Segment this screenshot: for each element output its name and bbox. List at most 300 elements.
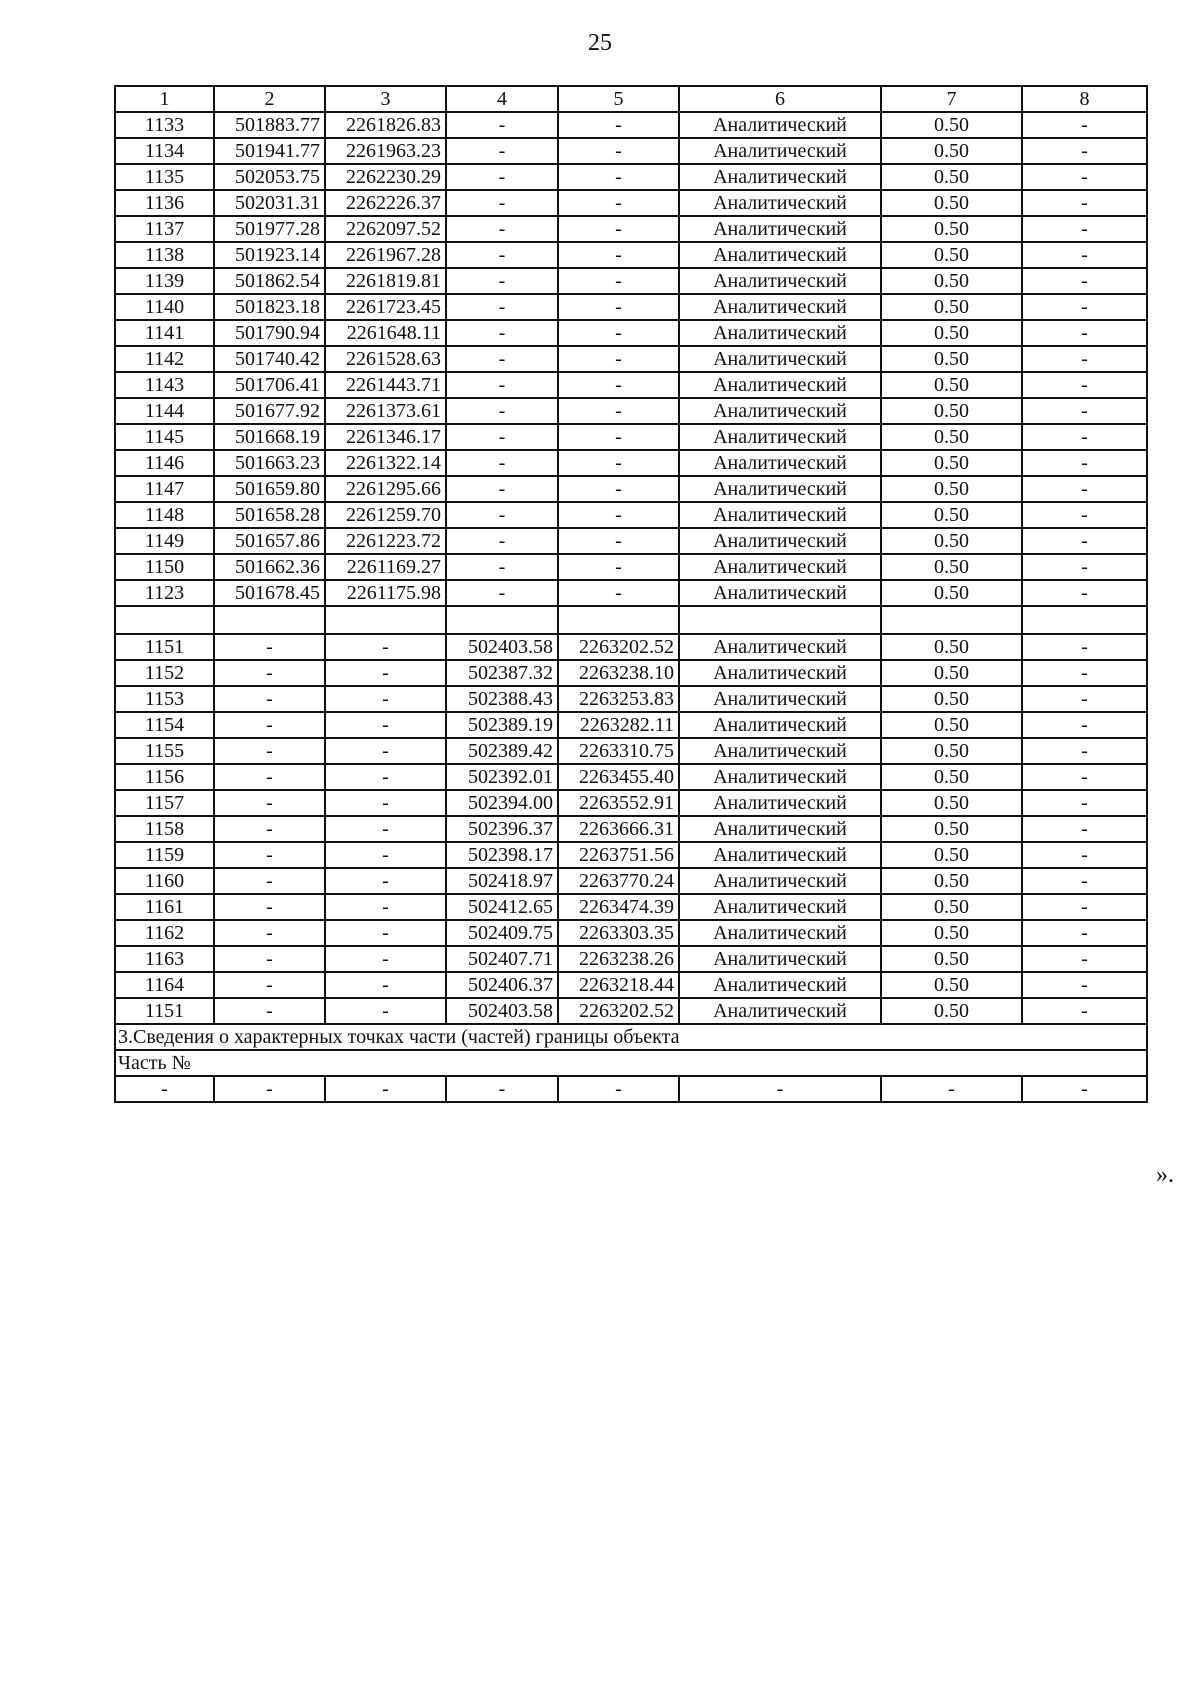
- table-cell: 1141: [115, 320, 214, 346]
- table-row: [115, 112, 1147, 138]
- table-cell: Аналитический: [679, 346, 881, 372]
- table-cell: -: [325, 686, 446, 712]
- table-cell: -: [1022, 476, 1147, 502]
- table-row: [115, 790, 1147, 816]
- table-cell: 1158: [115, 816, 214, 842]
- table-cell: 501883.77: [214, 112, 325, 138]
- table-cell: 1147: [115, 476, 214, 502]
- table-cell: 1157: [115, 790, 214, 816]
- table-header-row: [115, 86, 1147, 112]
- table-cell: 501823.18: [214, 294, 325, 320]
- table-cell: -: [214, 1076, 325, 1102]
- table-cell: Аналитический: [679, 580, 881, 606]
- table-cell: 502407.71: [446, 946, 558, 972]
- table-cell: 2263202.52: [558, 634, 679, 660]
- table-row: [115, 398, 1147, 424]
- table-cell: 1161: [115, 894, 214, 920]
- table-cell: 501706.41: [214, 372, 325, 398]
- table-cell: -: [325, 894, 446, 920]
- table-cell: -: [446, 398, 558, 424]
- table-cell: -: [558, 242, 679, 268]
- table-cell: 502412.65: [446, 894, 558, 920]
- table-cell: 502053.75: [214, 164, 325, 190]
- table-cell: -: [446, 294, 558, 320]
- table-row: [115, 242, 1147, 268]
- table-cell: 0.50: [881, 712, 1022, 738]
- table-cell: 501658.28: [214, 502, 325, 528]
- table-cell: 2261373.61: [325, 398, 446, 424]
- empty-cell: [558, 606, 679, 634]
- table-cell: -: [446, 528, 558, 554]
- table-cell: 2263303.35: [558, 920, 679, 946]
- table-cell: -: [558, 1076, 679, 1102]
- table-cell: 1154: [115, 712, 214, 738]
- table-cell: 0.50: [881, 686, 1022, 712]
- table-cell: -: [325, 998, 446, 1024]
- table-row: [115, 634, 1147, 660]
- table-cell: 2263666.31: [558, 816, 679, 842]
- table-cell: -: [214, 790, 325, 816]
- table-cell: -: [446, 1076, 558, 1102]
- table-cell: -: [1022, 242, 1147, 268]
- table-cell: -: [1022, 764, 1147, 790]
- table-cell: 2262230.29: [325, 164, 446, 190]
- table-cell: -: [214, 816, 325, 842]
- table-cell: -: [558, 112, 679, 138]
- table-cell: 2261295.66: [325, 476, 446, 502]
- table-row: [115, 372, 1147, 398]
- table-cell: 1160: [115, 868, 214, 894]
- table-row: [115, 216, 1147, 242]
- table-cell: -: [325, 660, 446, 686]
- table-cell: -: [1022, 580, 1147, 606]
- table-cell: 0.50: [881, 242, 1022, 268]
- table-cell: -: [325, 920, 446, 946]
- table-row: [115, 738, 1147, 764]
- part-points-row: [115, 1076, 1147, 1102]
- table-cell: Аналитический: [679, 398, 881, 424]
- table-cell: Аналитический: [679, 816, 881, 842]
- table-cell: Аналитический: [679, 112, 881, 138]
- empty-cell: [325, 606, 446, 634]
- table-cell: 1135: [115, 164, 214, 190]
- table-cell: Аналитический: [679, 268, 881, 294]
- table-row: [115, 946, 1147, 972]
- table-cell: 502418.97: [446, 868, 558, 894]
- table-row: [115, 842, 1147, 868]
- table-cell: 501668.19: [214, 424, 325, 450]
- table-cell: 0.50: [881, 764, 1022, 790]
- table-cell: -: [679, 1076, 881, 1102]
- table-cell: 0.50: [881, 946, 1022, 972]
- table-cell: -: [1022, 528, 1147, 554]
- empty-cell: [1022, 606, 1147, 634]
- coordinates-table: [114, 85, 1148, 1103]
- column-header: 5: [558, 86, 679, 112]
- table-cell: -: [325, 842, 446, 868]
- table-cell: -: [446, 450, 558, 476]
- table-cell: 2261528.63: [325, 346, 446, 372]
- blank-separator-row: [115, 606, 1147, 634]
- table-cell: 501740.42: [214, 346, 325, 372]
- table-cell: 1143: [115, 372, 214, 398]
- table-cell: Аналитический: [679, 554, 881, 580]
- table-cell: -: [558, 476, 679, 502]
- table-cell: -: [1022, 112, 1147, 138]
- table-cell: 2261723.45: [325, 294, 446, 320]
- table-row: [115, 346, 1147, 372]
- table-cell: Аналитический: [679, 190, 881, 216]
- table-row: [115, 502, 1147, 528]
- table-cell: 502396.37: [446, 816, 558, 842]
- table-cell: -: [325, 972, 446, 998]
- section-3-row: [115, 1024, 1147, 1050]
- table-cell: 1138: [115, 242, 214, 268]
- table-cell: -: [214, 738, 325, 764]
- column-header: 8: [1022, 86, 1147, 112]
- table-cell: -: [446, 554, 558, 580]
- table-cell: 0.50: [881, 868, 1022, 894]
- table-cell: 501678.45: [214, 580, 325, 606]
- table-cell: 0.50: [881, 790, 1022, 816]
- column-header: 3: [325, 86, 446, 112]
- table-cell: 2261819.81: [325, 268, 446, 294]
- table-cell: 2261259.70: [325, 502, 446, 528]
- table-cell: -: [446, 502, 558, 528]
- table-row: [115, 294, 1147, 320]
- table-cell: -: [881, 1076, 1022, 1102]
- table-row: [115, 320, 1147, 346]
- table-cell: 1148: [115, 502, 214, 528]
- table-cell: 0.50: [881, 294, 1022, 320]
- table-cell: 1144: [115, 398, 214, 424]
- table-cell: -: [1022, 138, 1147, 164]
- table-cell: -: [558, 138, 679, 164]
- table-cell: 0.50: [881, 190, 1022, 216]
- table-cell: 1155: [115, 738, 214, 764]
- table-cell: -: [558, 216, 679, 242]
- table-cell: -: [325, 816, 446, 842]
- table-cell: -: [214, 868, 325, 894]
- table-cell: -: [446, 346, 558, 372]
- table-cell: -: [214, 946, 325, 972]
- table-cell: -: [558, 424, 679, 450]
- table-cell: -: [446, 580, 558, 606]
- table-cell: -: [446, 190, 558, 216]
- table-cell: -: [1022, 738, 1147, 764]
- table-cell: 1140: [115, 294, 214, 320]
- table-cell: -: [1022, 1076, 1147, 1102]
- table-cell: 502403.58: [446, 998, 558, 1024]
- table-cell: 0.50: [881, 920, 1022, 946]
- table-cell: 1150: [115, 554, 214, 580]
- table-cell: 0.50: [881, 660, 1022, 686]
- table-cell: 502398.17: [446, 842, 558, 868]
- column-header: 4: [446, 86, 558, 112]
- table-cell: -: [214, 998, 325, 1024]
- table-cell: Аналитический: [679, 372, 881, 398]
- table-cell: 0.50: [881, 502, 1022, 528]
- table-cell: -: [1022, 686, 1147, 712]
- table-cell: -: [446, 164, 558, 190]
- table-cell: -: [214, 634, 325, 660]
- table-cell: 1152: [115, 660, 214, 686]
- table-cell: 501677.92: [214, 398, 325, 424]
- table-cell: Аналитический: [679, 946, 881, 972]
- table-cell: 0.50: [881, 528, 1022, 554]
- table-cell: -: [214, 660, 325, 686]
- table-row: [115, 190, 1147, 216]
- table-cell: -: [446, 372, 558, 398]
- table-cell: Аналитический: [679, 164, 881, 190]
- table-cell: -: [325, 868, 446, 894]
- table-row: [115, 894, 1147, 920]
- table-cell: -: [558, 554, 679, 580]
- table-cell: 2261322.14: [325, 450, 446, 476]
- table-cell: 1145: [115, 424, 214, 450]
- table-cell: Аналитический: [679, 450, 881, 476]
- table-cell: -: [446, 476, 558, 502]
- table-cell: 2261963.23: [325, 138, 446, 164]
- table-cell: -: [1022, 346, 1147, 372]
- table-cell: 1134: [115, 138, 214, 164]
- table-cell: 502403.58: [446, 634, 558, 660]
- table-row: [115, 138, 1147, 164]
- table-cell: Аналитический: [679, 216, 881, 242]
- table-cell: -: [446, 320, 558, 346]
- table-cell: -: [325, 946, 446, 972]
- table-cell: -: [325, 738, 446, 764]
- table-cell: 0.50: [881, 372, 1022, 398]
- table-cell: Аналитический: [679, 686, 881, 712]
- table-cell: 0.50: [881, 424, 1022, 450]
- table-cell: -: [1022, 372, 1147, 398]
- table-cell: 1137: [115, 216, 214, 242]
- table-cell: 2262226.37: [325, 190, 446, 216]
- table-cell: 2261175.98: [325, 580, 446, 606]
- table-cell: Аналитический: [679, 998, 881, 1024]
- table-cell: 0.50: [881, 476, 1022, 502]
- table-cell: 2263751.56: [558, 842, 679, 868]
- table-cell: 501663.23: [214, 450, 325, 476]
- table-cell: Аналитический: [679, 972, 881, 998]
- table-row: [115, 920, 1147, 946]
- table-row: [115, 476, 1147, 502]
- table-cell: Аналитический: [679, 242, 881, 268]
- table-row: [115, 660, 1147, 686]
- table-cell: -: [558, 528, 679, 554]
- table-cell: -: [1022, 216, 1147, 242]
- table-cell: 0.50: [881, 842, 1022, 868]
- page-number: 25: [588, 30, 612, 56]
- table-cell: 1142: [115, 346, 214, 372]
- table-cell: Аналитический: [679, 660, 881, 686]
- column-header: 1: [115, 86, 214, 112]
- table-cell: Аналитический: [679, 138, 881, 164]
- table-cell: -: [1022, 268, 1147, 294]
- table-cell: 1146: [115, 450, 214, 476]
- table-cell: 0.50: [881, 894, 1022, 920]
- table-cell: -: [558, 502, 679, 528]
- table-cell: 2261223.72: [325, 528, 446, 554]
- table-cell: -: [558, 372, 679, 398]
- table-cell: Аналитический: [679, 868, 881, 894]
- table-cell: 501657.86: [214, 528, 325, 554]
- table-row: [115, 528, 1147, 554]
- table-cell: 501790.94: [214, 320, 325, 346]
- table-cell: 2262097.52: [325, 216, 446, 242]
- column-header: 2: [214, 86, 325, 112]
- table-row: [115, 712, 1147, 738]
- table-cell: -: [214, 764, 325, 790]
- table-cell: 2263282.11: [558, 712, 679, 738]
- table-cell: -: [214, 842, 325, 868]
- empty-cell: [214, 606, 325, 634]
- section-3-title: 3.Сведения о характерных точках части (частей) границы объекта: [115, 1024, 1147, 1050]
- table-cell: -: [214, 894, 325, 920]
- table-cell: 1163: [115, 946, 214, 972]
- table-cell: -: [214, 920, 325, 946]
- table-cell: 0.50: [881, 580, 1022, 606]
- closing-quote: ».: [1156, 1162, 1174, 1188]
- table-cell: -: [1022, 554, 1147, 580]
- table-cell: 1164: [115, 972, 214, 998]
- table-cell: 501659.80: [214, 476, 325, 502]
- table-cell: -: [1022, 946, 1147, 972]
- table-cell: -: [325, 1076, 446, 1102]
- part-number-row: [115, 1050, 1147, 1076]
- table-cell: -: [1022, 634, 1147, 660]
- table-cell: 2263253.83: [558, 686, 679, 712]
- table-cell: 1133: [115, 112, 214, 138]
- table-cell: 1159: [115, 842, 214, 868]
- empty-cell: [446, 606, 558, 634]
- table-cell: Аналитический: [679, 502, 881, 528]
- table-cell: -: [214, 712, 325, 738]
- table-cell: 0.50: [881, 346, 1022, 372]
- table-cell: -: [446, 242, 558, 268]
- table-cell: -: [1022, 660, 1147, 686]
- table-cell: 0.50: [881, 112, 1022, 138]
- table-cell: -: [558, 398, 679, 424]
- table-cell: 2263455.40: [558, 764, 679, 790]
- table-cell: 0.50: [881, 738, 1022, 764]
- table-cell: Аналитический: [679, 894, 881, 920]
- table-cell: -: [1022, 790, 1147, 816]
- table-cell: 502031.31: [214, 190, 325, 216]
- table-cell: 0.50: [881, 268, 1022, 294]
- table-row: [115, 164, 1147, 190]
- table-cell: 1139: [115, 268, 214, 294]
- table-cell: 2261967.28: [325, 242, 446, 268]
- table-cell: Аналитический: [679, 764, 881, 790]
- table-cell: Аналитический: [679, 738, 881, 764]
- table-cell: 502389.19: [446, 712, 558, 738]
- table-cell: -: [1022, 920, 1147, 946]
- table-row: [115, 998, 1147, 1024]
- table-cell: -: [1022, 712, 1147, 738]
- table-cell: 2263218.44: [558, 972, 679, 998]
- table-cell: 0.50: [881, 398, 1022, 424]
- table-cell: -: [214, 686, 325, 712]
- table-row: [115, 580, 1147, 606]
- table-cell: 2263474.39: [558, 894, 679, 920]
- table-cell: -: [558, 346, 679, 372]
- table-cell: -: [214, 972, 325, 998]
- table-cell: 501862.54: [214, 268, 325, 294]
- column-header: 6: [679, 86, 881, 112]
- table-cell: -: [1022, 424, 1147, 450]
- table-cell: 2263310.75: [558, 738, 679, 764]
- table-cell: 0.50: [881, 554, 1022, 580]
- table-cell: -: [1022, 816, 1147, 842]
- table-cell: 2263552.91: [558, 790, 679, 816]
- part-number-label: Часть №: [115, 1050, 1147, 1076]
- table-row: [115, 816, 1147, 842]
- table-cell: Аналитический: [679, 712, 881, 738]
- table-cell: 2263238.26: [558, 946, 679, 972]
- table-cell: 0.50: [881, 320, 1022, 346]
- table-cell: -: [446, 216, 558, 242]
- table-cell: 502406.37: [446, 972, 558, 998]
- table-cell: 0.50: [881, 634, 1022, 660]
- table-cell: -: [446, 112, 558, 138]
- table-cell: -: [1022, 868, 1147, 894]
- table-cell: Аналитический: [679, 842, 881, 868]
- table-cell: -: [558, 320, 679, 346]
- table-cell: -: [558, 580, 679, 606]
- table-cell: 501977.28: [214, 216, 325, 242]
- table-cell: 501923.14: [214, 242, 325, 268]
- table-cell: Аналитический: [679, 634, 881, 660]
- table-cell: 1149: [115, 528, 214, 554]
- table-cell: -: [446, 424, 558, 450]
- table-cell: -: [325, 764, 446, 790]
- table-cell: 0.50: [881, 138, 1022, 164]
- table-cell: 502394.00: [446, 790, 558, 816]
- table-cell: 0.50: [881, 450, 1022, 476]
- table-cell: -: [1022, 502, 1147, 528]
- table-cell: -: [1022, 842, 1147, 868]
- table-cell: 2261443.71: [325, 372, 446, 398]
- table-cell: -: [1022, 398, 1147, 424]
- table-cell: Аналитический: [679, 790, 881, 816]
- table-cell: 2263770.24: [558, 868, 679, 894]
- empty-cell: [679, 606, 881, 634]
- table-cell: 0.50: [881, 972, 1022, 998]
- table-cell: 502389.42: [446, 738, 558, 764]
- table-cell: 1151: [115, 998, 214, 1024]
- empty-cell: [881, 606, 1022, 634]
- table-cell: -: [325, 712, 446, 738]
- table-cell: -: [1022, 320, 1147, 346]
- table-cell: -: [1022, 450, 1147, 476]
- table-cell: -: [1022, 894, 1147, 920]
- table-cell: 0.50: [881, 164, 1022, 190]
- table-cell: -: [115, 1076, 214, 1102]
- table-cell: 2263202.52: [558, 998, 679, 1024]
- table-cell: 1123: [115, 580, 214, 606]
- table-cell: -: [1022, 972, 1147, 998]
- table-cell: 0.50: [881, 998, 1022, 1024]
- table-cell: Аналитический: [679, 320, 881, 346]
- table-cell: -: [558, 450, 679, 476]
- table-cell: 502392.01: [446, 764, 558, 790]
- table-cell: 501662.36: [214, 554, 325, 580]
- table-cell: -: [558, 268, 679, 294]
- table-cell: 2261648.11: [325, 320, 446, 346]
- table-cell: 2263238.10: [558, 660, 679, 686]
